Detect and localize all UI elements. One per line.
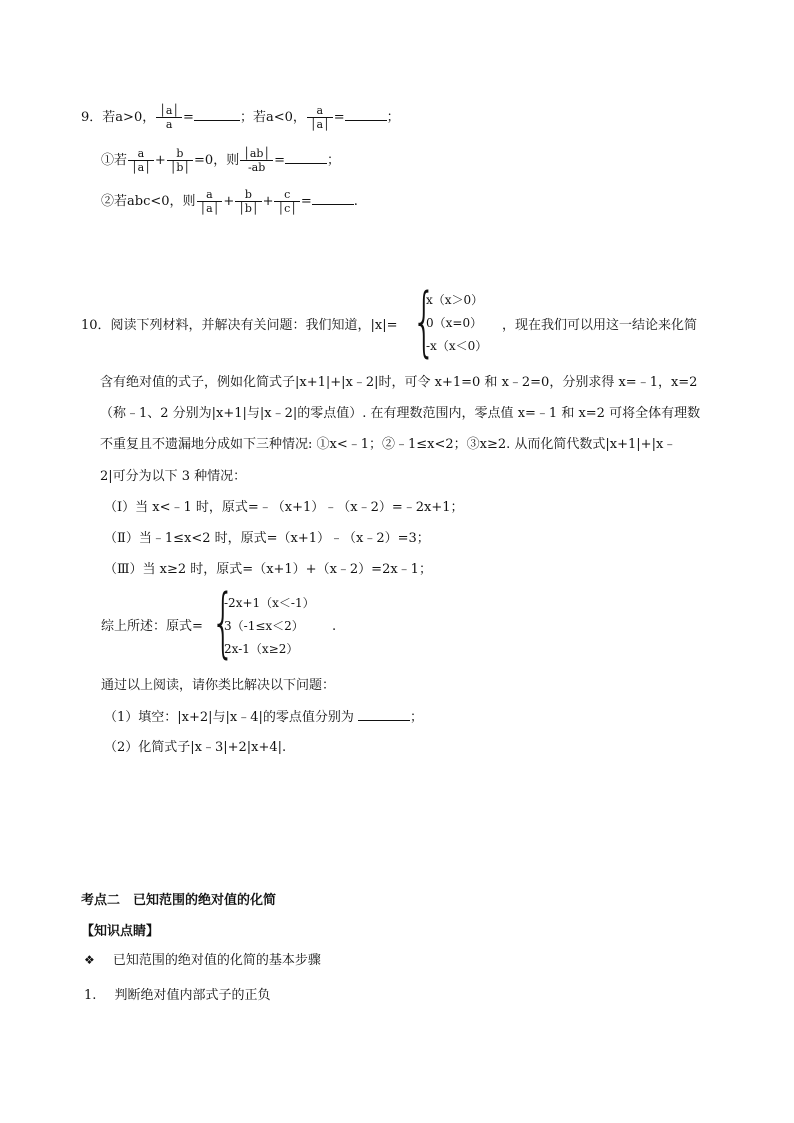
list-text: 判断绝对值内部式子的正负	[114, 988, 271, 1003]
q10-step3: （Ⅲ）当 x≥2 时，原式=（x+1）+（x﹣2）=2x﹣1；	[104, 562, 432, 577]
left-brace: {	[412, 276, 437, 365]
answer-blank[interactable]	[312, 192, 354, 205]
list-item	[84, 987, 271, 1005]
q10-para3: 不重复且不遗漏地分成如下三种情况: ①x<﹣1；②﹣1≤x<2；③x≥2. 从而化简代数式|x+1|+|x﹣	[100, 437, 677, 452]
fraction: $\frac{b}{│b│}$	[167, 147, 193, 174]
summary-case-2: 3（-1≤x＜2）	[224, 619, 304, 633]
fraction: $\frac{a}{│a│}$	[197, 188, 223, 215]
q10-task2: （2）化简式子|x﹣3|+2|x+4|.	[104, 740, 287, 755]
q9-sub1: ①若 $\frac{a}{│a│}$ + $\frac{b}{│b│}$ =0，则 $\frac{│ab│}{-ab}$ = ；	[101, 147, 340, 174]
answer-blank[interactable]	[285, 151, 327, 164]
q10-para1: 含有绝对值的式子，例如化简式子|x+1|+|x﹣2|时，可令 x+1=0 和 x﹣2=0，分别求得 x=﹣1，x=2	[100, 375, 698, 390]
q9-sub2: ②若abc<0，则 $\frac{a}{│a│}$ + $\frac{b}{│b│}$ + $\frac{c}{│c│}$ = .	[101, 188, 358, 215]
q10-lead: 10．阅读下列材料，并解决有关问题：我们知道，|x|=	[81, 318, 398, 333]
q10-para4: 2|可分为以下 3 种情况：	[100, 469, 247, 484]
fraction-abs-a-over-a: $\frac{│a│}{a}$	[156, 104, 182, 131]
diamond-bullet-icon: ❖	[84, 953, 95, 967]
fraction: $\frac{c}{│c│}$	[274, 188, 299, 215]
q10-task1: （1）填空：|x+2|与|x﹣4|的零点值分别为 ；	[104, 710, 424, 725]
knowledge-tag: 【知识点睛】	[81, 924, 160, 939]
fraction-a-over-abs-a: $\frac{a}{│a│}$	[307, 104, 333, 131]
bullet-text: 已知范围的绝对值的化简的基本步骤	[112, 953, 321, 968]
summary-case-3: 2x-1（x≥2）	[224, 642, 299, 656]
q10-intro: 通过以上阅读，请你类比解决以下问题：	[101, 678, 336, 693]
answer-blank[interactable]	[345, 108, 387, 121]
q10-step2: （Ⅱ）当﹣1≤x<2 时，原式=（x+1）﹣（x﹣2）=3；	[104, 531, 430, 546]
piecewise-case-2: 0（x=0）	[426, 316, 483, 330]
left-brace: {	[211, 577, 236, 666]
piecewise-case-3: -x（x＜0）	[426, 339, 488, 353]
summary-end: .	[332, 619, 337, 634]
fraction: $\frac{a}{│a│}$	[128, 147, 154, 174]
summary-case-1: -2x+1（x＜-1）	[224, 596, 315, 610]
section-title: 考点二 已知范围的绝对值的化简	[81, 893, 277, 908]
summary-lead: 综上所述：原式=	[101, 619, 203, 634]
fraction: $\frac{│ab│}{-ab}$	[240, 147, 273, 174]
answer-blank[interactable]	[358, 708, 410, 721]
q10-step1: （Ⅰ）当 x<﹣1 时，原式=﹣（x+1）﹣（x﹣2）=﹣2x+1；	[104, 500, 464, 515]
list-number: 1.	[84, 988, 97, 1003]
bullet-row	[84, 951, 321, 970]
piecewise-case-1: x（x＞0）	[426, 293, 484, 307]
q10-para2: （称﹣1、2 分别为|x+1|与|x﹣2|的零点值）. 在有理数范围内，零点值 x=﹣1 和 x=2 可将全体有理数	[100, 406, 701, 421]
q9-line1: 9．若a>0， $\frac{│a│}{a}$ = ；若a<0， $\frac{a}{│a│}$ = ；	[81, 104, 400, 131]
answer-blank[interactable]	[194, 108, 240, 121]
q9-number: 9．	[81, 110, 103, 125]
fraction: $\frac{b}{│b│}$	[235, 188, 261, 215]
q10-tail: ，现在我们可以用这一结论来化简	[502, 318, 698, 333]
